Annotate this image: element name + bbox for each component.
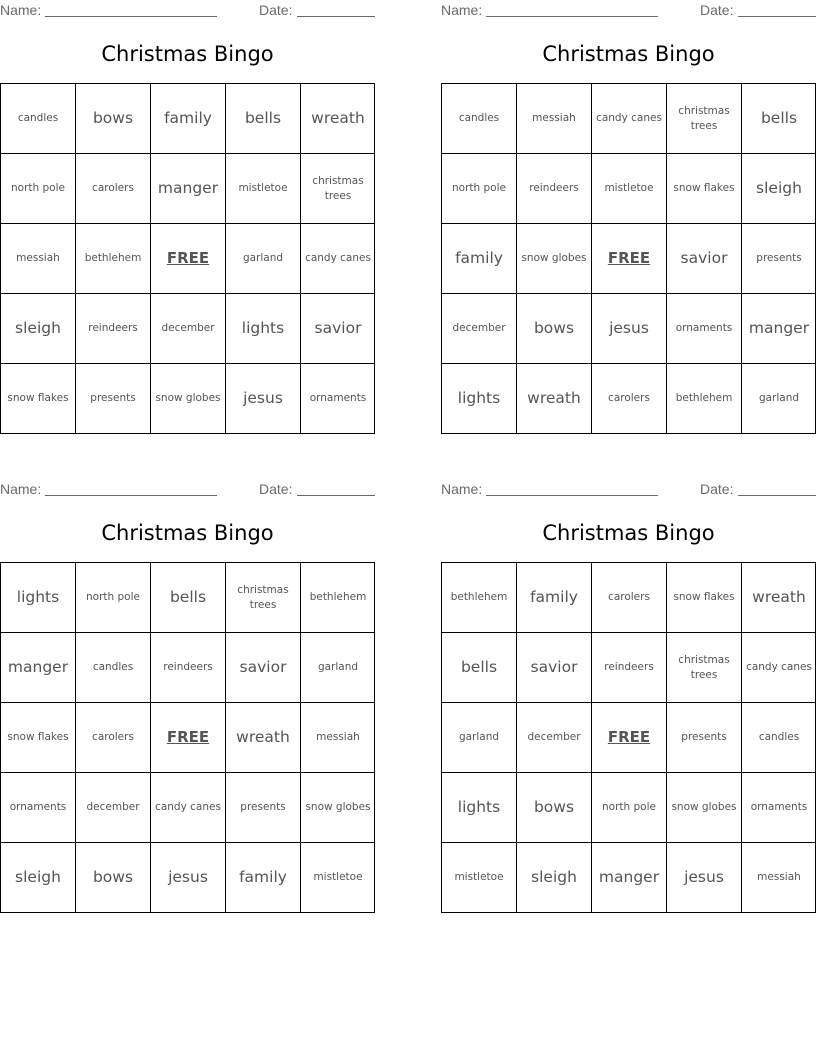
bingo-cell: garland [300, 632, 375, 702]
bingo-cell: family [516, 562, 591, 632]
bingo-cell: snow globes [666, 772, 741, 842]
card-header [441, 2, 816, 20]
bingo-cell: sleigh [0, 842, 75, 912]
bingo-card [0, 479, 375, 887]
name-label: Name: [441, 481, 483, 497]
date-blank-line [297, 16, 375, 17]
bingo-cell: sleigh [0, 293, 75, 363]
bingo-cell: mistletoe [441, 842, 516, 912]
bingo-cell: savior [666, 223, 741, 293]
bingo-cell: candles [75, 632, 150, 702]
bingo-cell: snow globes [516, 223, 591, 293]
bingo-card [441, 479, 816, 887]
bingo-cell: bethlehem [75, 223, 150, 293]
name-blank-line [486, 495, 658, 496]
bingo-cell: snow flakes [666, 562, 741, 632]
bingo-cell: candy canes [741, 632, 816, 702]
bingo-cell: jesus [666, 842, 741, 912]
bingo-cell: messiah [0, 223, 75, 293]
bingo-cell: reindeers [516, 153, 591, 223]
bingo-cell: wreath [516, 363, 591, 433]
bingo-cell: bells [741, 83, 816, 153]
bingo-cell: savior [225, 632, 300, 702]
bingo-cell: manger [591, 842, 666, 912]
bingo-cell: carolers [591, 363, 666, 433]
bingo-cell: carolers [75, 702, 150, 772]
free-space-cell: FREE [591, 223, 666, 293]
bingo-cell: candles [441, 83, 516, 153]
bingo-card [441, 0, 816, 408]
bingo-cell: ornaments [0, 772, 75, 842]
bingo-cell: mistletoe [225, 153, 300, 223]
card-title: Christmas Bingo [542, 521, 715, 545]
bingo-cell: bows [75, 83, 150, 153]
bingo-cell: north pole [0, 153, 75, 223]
name-label: Name: [441, 2, 483, 18]
bingo-cell: candles [0, 83, 75, 153]
bingo-cell: candy canes [150, 772, 225, 842]
bingo-cell: december [441, 293, 516, 363]
bingo-cell: jesus [225, 363, 300, 433]
bingo-cell: lights [441, 772, 516, 842]
date-label: Date: [700, 481, 734, 497]
bingo-cell: lights [0, 562, 75, 632]
bingo-cell: mistletoe [591, 153, 666, 223]
bingo-cell: bows [75, 842, 150, 912]
bingo-cell: messiah [516, 83, 591, 153]
card-title: Christmas Bingo [101, 42, 274, 66]
bingo-cell: ornaments [741, 772, 816, 842]
bingo-cell: december [75, 772, 150, 842]
bingo-cell: north pole [591, 772, 666, 842]
bingo-cell: north pole [441, 153, 516, 223]
bingo-grid [0, 562, 375, 913]
date-blank-line [738, 16, 816, 17]
name-blank-line [45, 16, 217, 17]
bingo-cell: messiah [741, 842, 816, 912]
bingo-cell: carolers [591, 562, 666, 632]
bingo-cell: presents [666, 702, 741, 772]
bingo-cell: family [441, 223, 516, 293]
card-title: Christmas Bingo [101, 521, 274, 545]
bingo-cell: snow globes [300, 772, 375, 842]
bingo-cell: jesus [150, 842, 225, 912]
bingo-cell: candles [741, 702, 816, 772]
free-space-cell: FREE [150, 702, 225, 772]
date-label: Date: [259, 481, 293, 497]
bingo-cell: wreath [225, 702, 300, 772]
bingo-cell: bethlehem [666, 363, 741, 433]
date-blank-line [738, 495, 816, 496]
card-header [441, 481, 816, 499]
bingo-cell: jesus [591, 293, 666, 363]
bingo-cell: christmas trees [666, 83, 741, 153]
bingo-cell: messiah [300, 702, 375, 772]
bingo-cell: presents [741, 223, 816, 293]
bingo-cell: bells [441, 632, 516, 702]
bingo-cell: candy canes [300, 223, 375, 293]
bingo-cell: christmas trees [666, 632, 741, 702]
bingo-cell: manger [150, 153, 225, 223]
date-label: Date: [259, 2, 293, 18]
date-label: Date: [700, 2, 734, 18]
bingo-cell: carolers [75, 153, 150, 223]
bingo-cell: snow globes [150, 363, 225, 433]
card-title: Christmas Bingo [542, 42, 715, 66]
bingo-cell: sleigh [741, 153, 816, 223]
bingo-cell: snow flakes [0, 702, 75, 772]
bingo-grid [441, 83, 816, 434]
bingo-cell: christmas trees [225, 562, 300, 632]
bingo-cell: reindeers [150, 632, 225, 702]
bingo-cell: bells [225, 83, 300, 153]
bingo-cell: manger [741, 293, 816, 363]
bingo-cell: ornaments [300, 363, 375, 433]
bingo-cell: december [516, 702, 591, 772]
bingo-cell: candy canes [591, 83, 666, 153]
bingo-cell: christmas trees [300, 153, 375, 223]
date-blank-line [297, 495, 375, 496]
bingo-cell: manger [0, 632, 75, 702]
bingo-cell: presents [225, 772, 300, 842]
bingo-cell: savior [516, 632, 591, 702]
bingo-cell: bethlehem [441, 562, 516, 632]
bingo-grid [441, 562, 816, 913]
name-label: Name: [0, 2, 42, 18]
card-header [0, 2, 375, 20]
bingo-card [0, 0, 375, 408]
bingo-cell: sleigh [516, 842, 591, 912]
bingo-cell: garland [441, 702, 516, 772]
bingo-cell: family [225, 842, 300, 912]
bingo-cell: garland [225, 223, 300, 293]
bingo-cell: wreath [300, 83, 375, 153]
bingo-cell: lights [225, 293, 300, 363]
bingo-cell: reindeers [591, 632, 666, 702]
bingo-cell: bells [150, 562, 225, 632]
card-header [0, 481, 375, 499]
bingo-cell: bethlehem [300, 562, 375, 632]
name-blank-line [45, 495, 217, 496]
bingo-cell: reindeers [75, 293, 150, 363]
bingo-cell: mistletoe [300, 842, 375, 912]
bingo-cell: december [150, 293, 225, 363]
bingo-cell: bows [516, 772, 591, 842]
bingo-cell: snow flakes [0, 363, 75, 433]
free-space-cell: FREE [150, 223, 225, 293]
bingo-cell: family [150, 83, 225, 153]
bingo-cell: presents [75, 363, 150, 433]
bingo-cell: garland [741, 363, 816, 433]
bingo-cell: ornaments [666, 293, 741, 363]
name-blank-line [486, 16, 658, 17]
name-label: Name: [0, 481, 42, 497]
bingo-cell: bows [516, 293, 591, 363]
bingo-cell: savior [300, 293, 375, 363]
bingo-cell: wreath [741, 562, 816, 632]
bingo-cell: north pole [75, 562, 150, 632]
bingo-cell: snow flakes [666, 153, 741, 223]
bingo-cell: lights [441, 363, 516, 433]
free-space-cell: FREE [591, 702, 666, 772]
bingo-grid [0, 83, 375, 434]
